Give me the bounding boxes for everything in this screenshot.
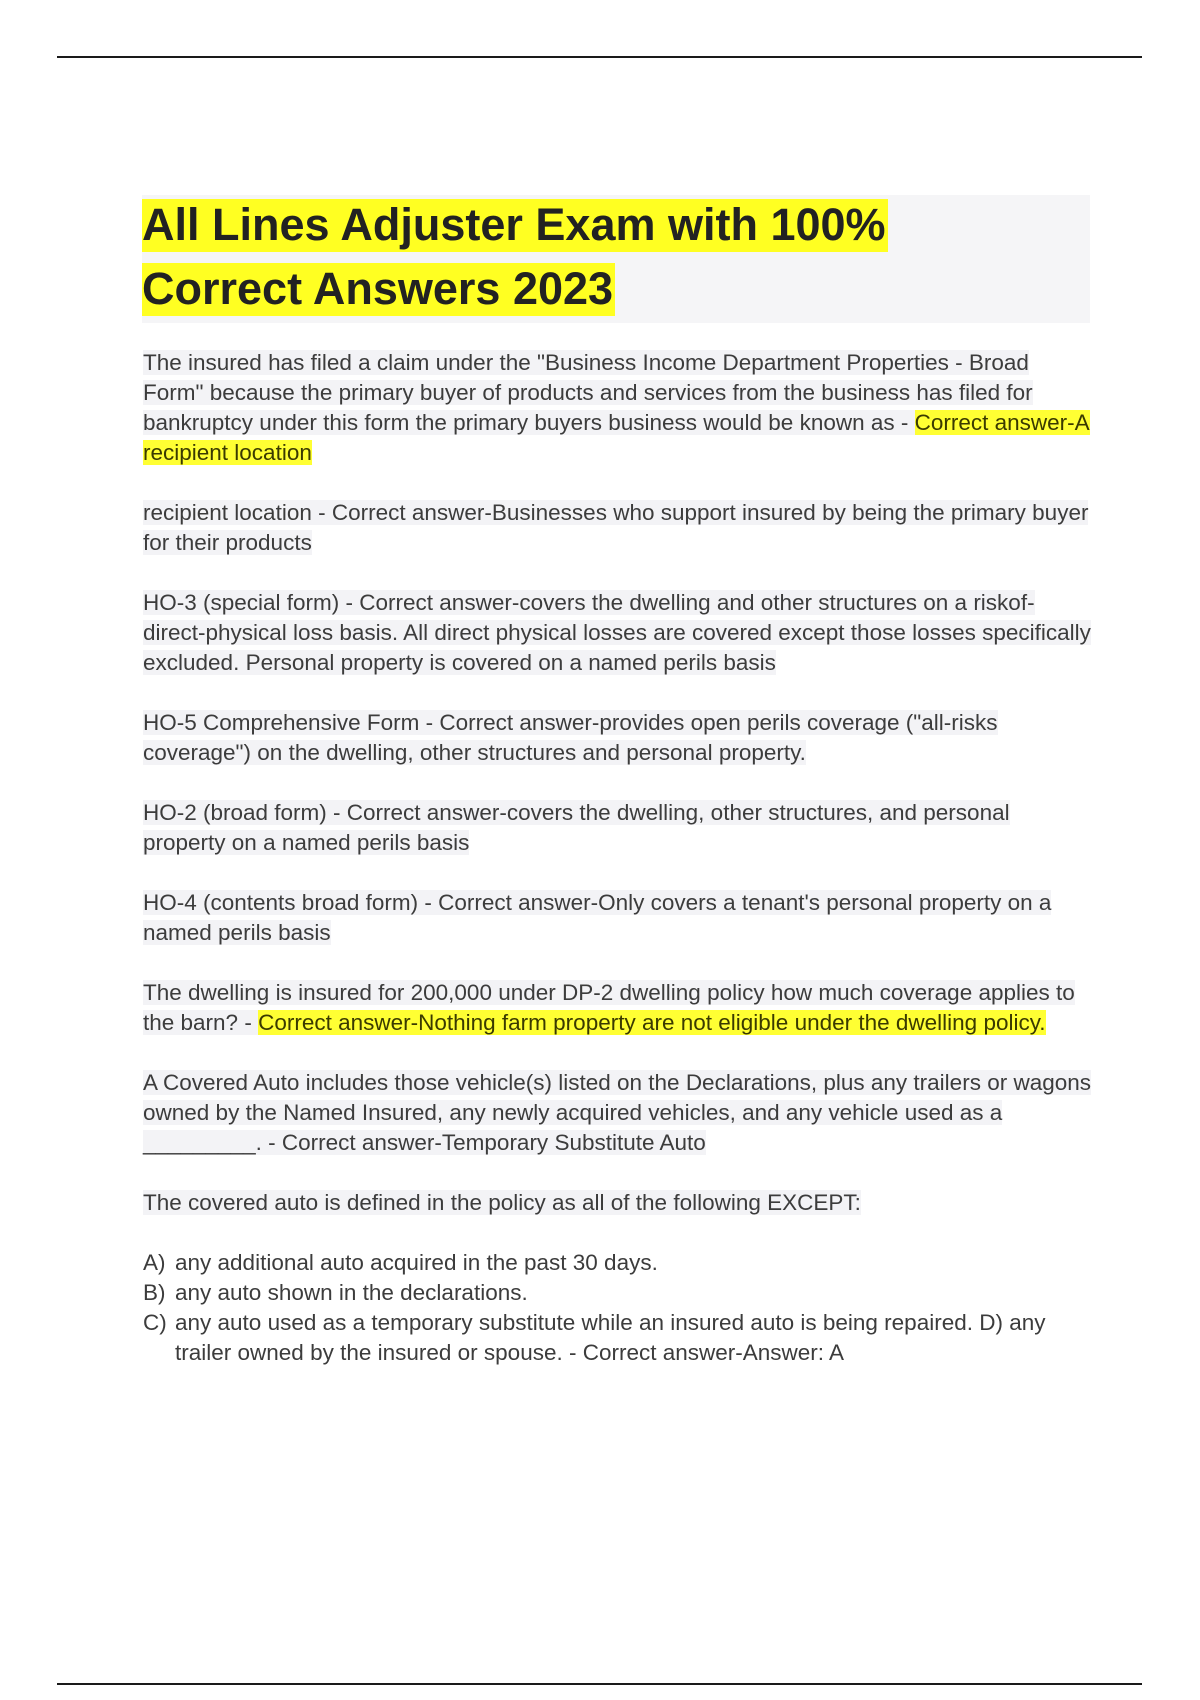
qa-item-8 (143, 1068, 1093, 1158)
qa-item-6 (143, 888, 1093, 948)
final-question-options (143, 1248, 1093, 1368)
qa-item-2 (143, 498, 1093, 558)
final-question-stem (143, 1188, 1093, 1218)
document-body (143, 348, 1093, 1368)
option-c-text: any auto used as a temporary substitute while an insured auto is being repaired. D) any trailer owned by the insured or spouse. - Correct answer-Answer: A (175, 1310, 1046, 1365)
qa-item-5 (143, 798, 1093, 858)
qa-item-3 (143, 588, 1093, 678)
option-a-text: any additional auto acquired in the past 30 days. (175, 1250, 658, 1275)
option-b-mark: B) (143, 1280, 166, 1305)
qa-item-1 (143, 348, 1093, 468)
qa-item-1-text: The insured has filed a claim under the "Business Income Department Properties - Broad Form" because the primary buyer of products and services from the business has filed for bankruptcy under this form the primary buyers business would be known as - (143, 350, 1033, 435)
option-c (143, 1308, 1093, 1368)
qa-item-4-text: HO-5 Comprehensive Form - Correct answer-provides open perils coverage ("all-risks coverage") on the dwelling, other structures and personal property. (143, 710, 998, 765)
qa-item-6-text: HO-4 (contents broad form) - Correct answer-Only covers a tenant's personal property on a named perils basis (143, 890, 1052, 945)
top-rule (57, 56, 1142, 58)
option-b (143, 1278, 1093, 1308)
qa-item-8-text: A Covered Auto includes those vehicle(s) listed on the Declarations, plus any trailers or wagons owned by the Named Insured, any newly acquired vehicles, and any vehicle used as a _________. - Correct answer-Temporary Substitute Auto (143, 1070, 1091, 1155)
qa-item-7-answer-highlight: Correct answer-Nothing farm property are not eligible under the dwelling policy. (258, 1010, 1046, 1035)
qa-item-1-answer-highlight: Correct answer-A recipient location (143, 410, 1090, 465)
page-title (142, 193, 1042, 321)
option-a (143, 1248, 1093, 1278)
option-b-text: any auto shown in the declarations. (175, 1280, 528, 1305)
qa-item-2-text: recipient location - Correct answer-Businesses who support insured by being the primary buyer for their products (143, 500, 1089, 555)
qa-item-7-text: The dwelling is insured for 200,000 under DP-2 dwelling policy how much coverage applies to the barn? - (143, 980, 1075, 1035)
option-a-mark: A) (143, 1250, 166, 1275)
option-c-mark: C) (143, 1310, 167, 1335)
final-question-stem-text: The covered auto is defined in the policy as all of the following EXCEPT: (143, 1190, 861, 1215)
qa-item-5-text: HO-2 (broad form) - Correct answer-covers the dwelling, other structures, and personal property on a named perils basis (143, 800, 1010, 855)
title-line-1: All Lines Adjuster Exam with 100% (142, 199, 886, 250)
qa-item-7 (143, 978, 1093, 1038)
bottom-rule (57, 1683, 1142, 1685)
qa-item-3-text: HO-3 (special form) - Correct answer-covers the dwelling and other structures on a riskof-direct-physical loss basis. All direct physical losses are covered except those losses specifically excluded. Personal property is covered on a named perils basis (143, 590, 1091, 675)
title-line-2: Correct Answers 2023 (142, 263, 614, 314)
qa-item-4 (143, 708, 1093, 768)
